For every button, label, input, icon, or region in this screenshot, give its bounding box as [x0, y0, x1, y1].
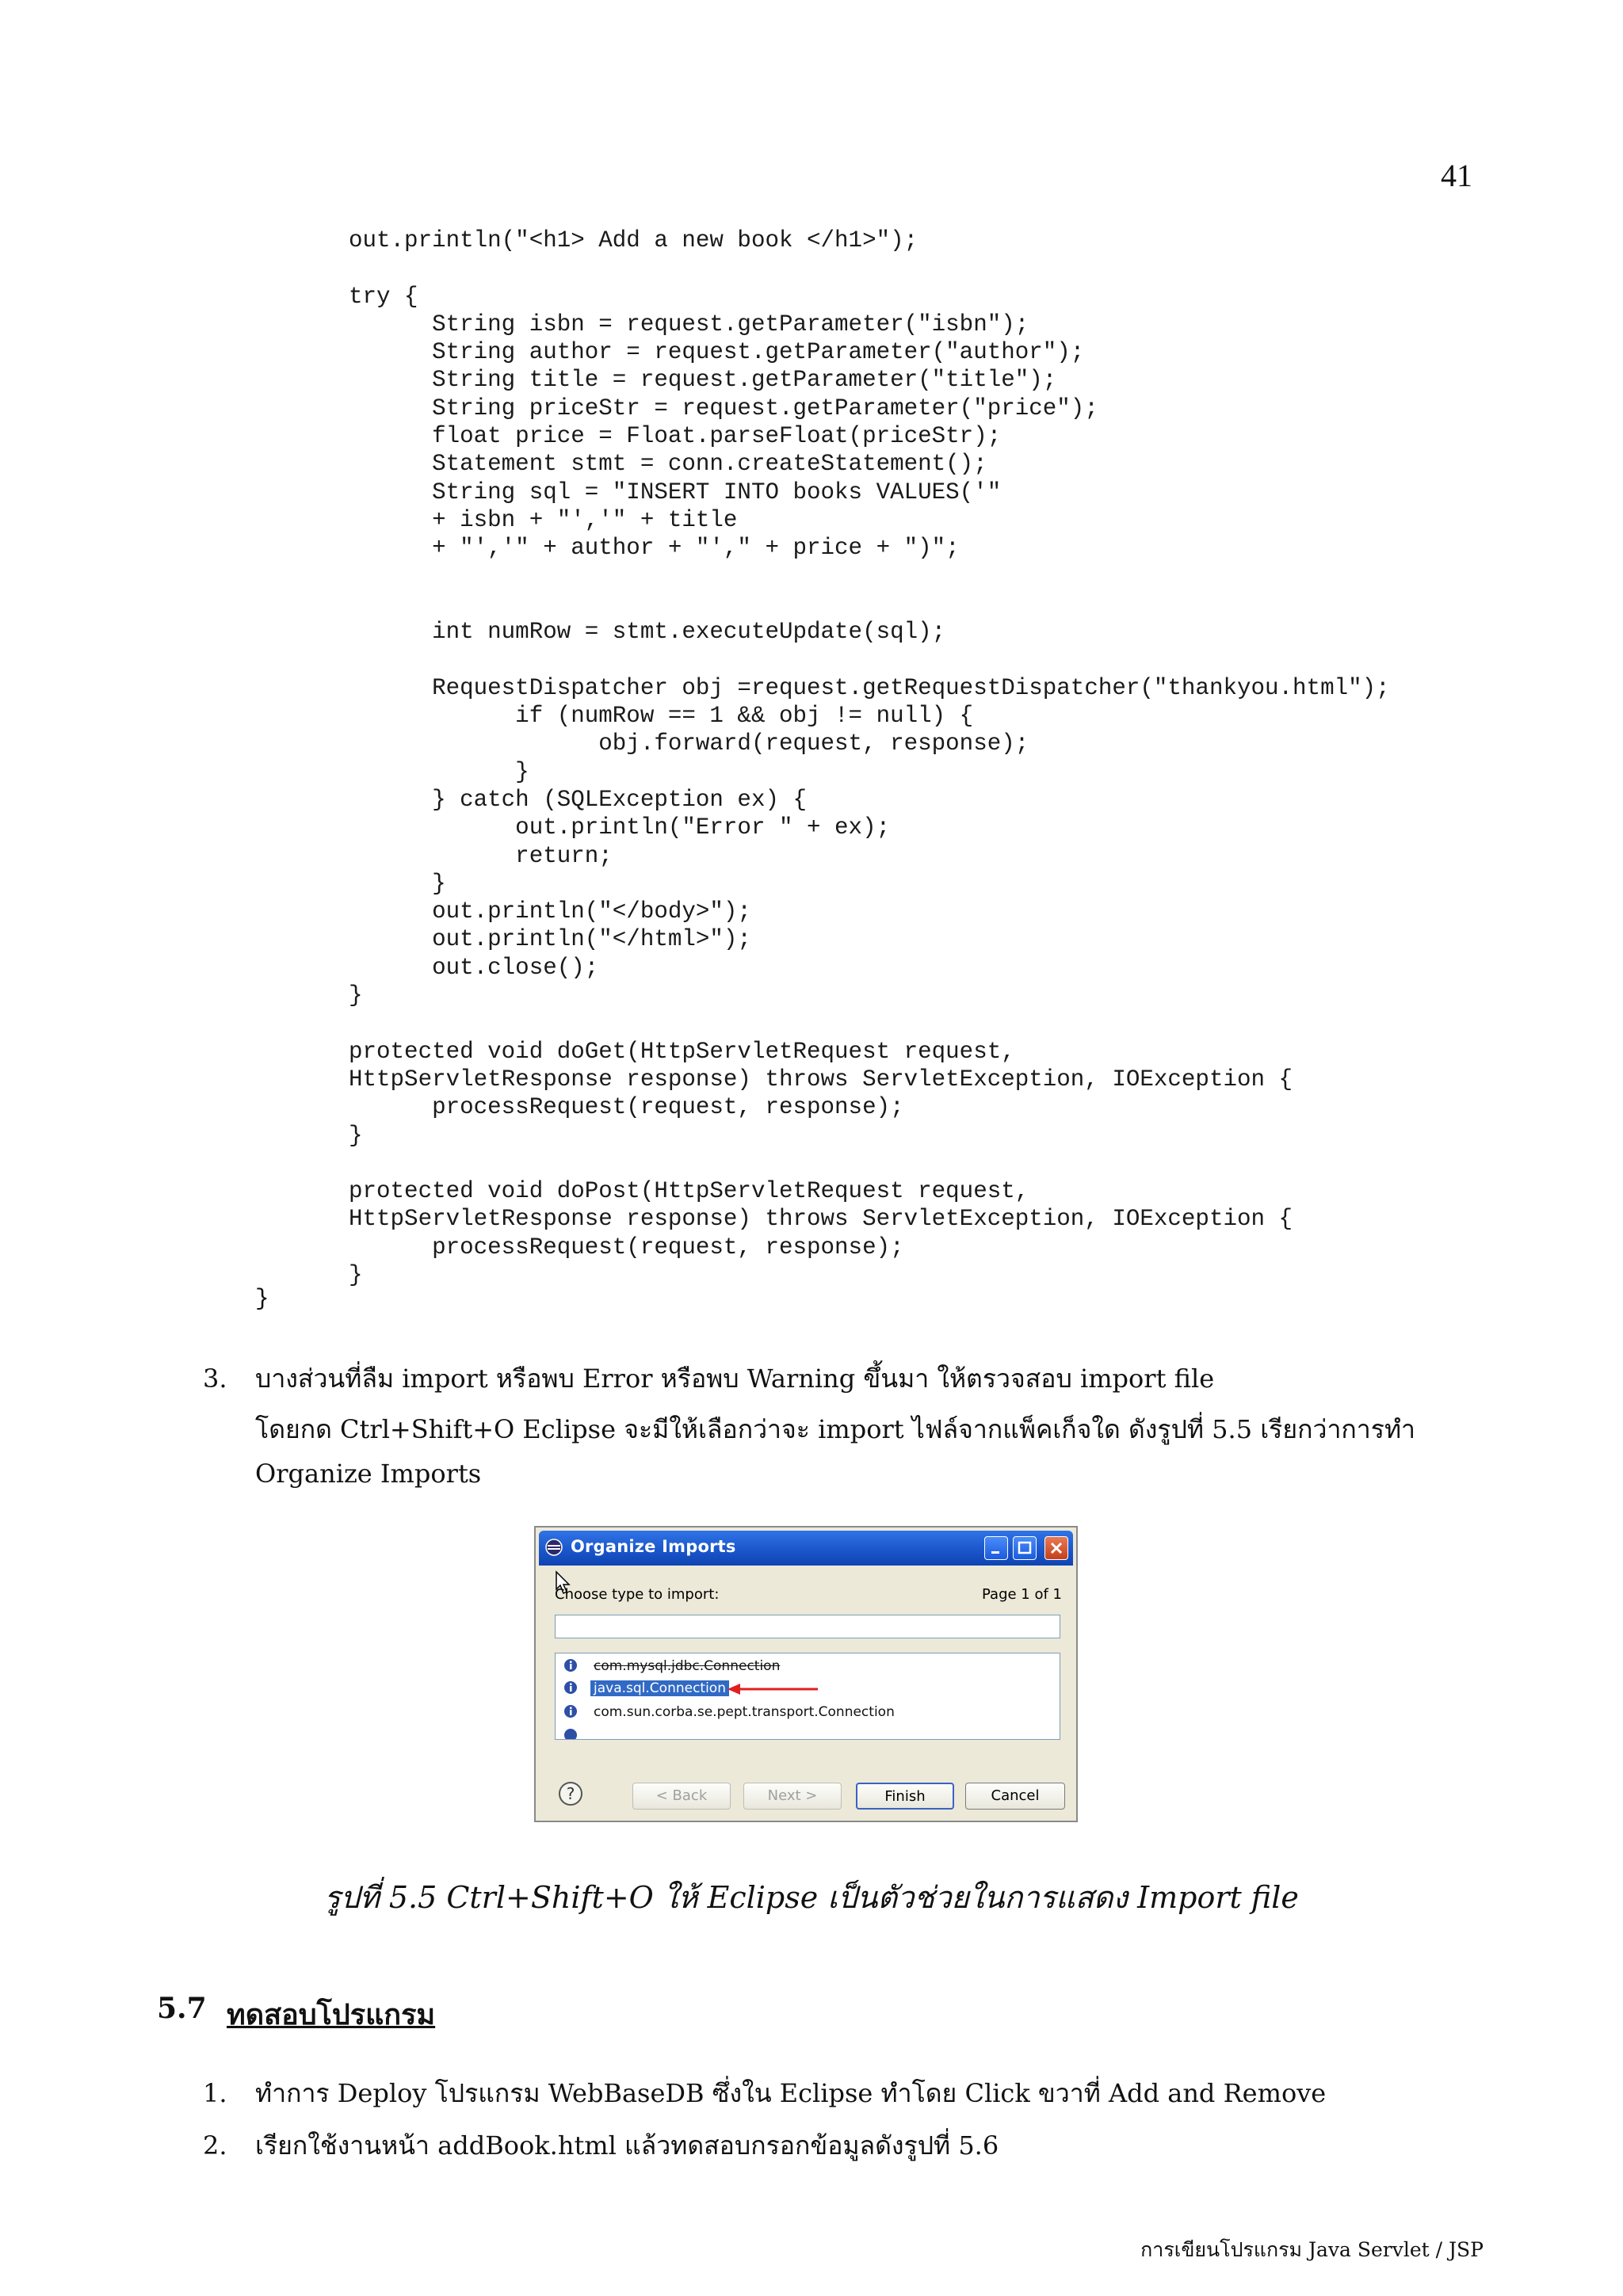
- close-button[interactable]: [1044, 1536, 1068, 1560]
- minimize-icon: [985, 1537, 1007, 1559]
- info-icon: [563, 1658, 578, 1672]
- step-3-line-3: Organize Imports: [255, 1459, 482, 1489]
- list-item[interactable]: [556, 1701, 1060, 1723]
- organize-imports-dialog: [534, 1526, 1078, 1822]
- close-icon: [1045, 1537, 1067, 1559]
- eclipse-icon: [545, 1539, 563, 1556]
- maximize-icon: [1014, 1537, 1036, 1559]
- list-item-partial: [556, 1725, 1060, 1740]
- info-icon: [563, 1704, 578, 1718]
- finish-button[interactable]: Finish: [856, 1783, 954, 1810]
- next-button[interactable]: Next >: [743, 1783, 842, 1810]
- minimize-button[interactable]: [984, 1536, 1008, 1560]
- red-arrow-annotation: [726, 1681, 821, 1697]
- step-2-number: 2.: [203, 2130, 227, 2161]
- page-number: 41: [1441, 158, 1472, 193]
- step-1-number: 1.: [203, 2078, 227, 2108]
- svg-text:?: ?: [566, 1784, 575, 1803]
- code-closing-brace: }: [255, 1286, 269, 1312]
- help-icon[interactable]: [558, 1781, 583, 1806]
- list-item-label: java.sql.Connection: [590, 1680, 729, 1696]
- step-3-line-1: บางส่วนที่ลืม import หรือพบ Error หรือพบ Warning ขึ้นมา ให้ตรวจสอบ import file: [255, 1363, 1215, 1394]
- list-item-label: com.sun.corba.se.pept.transport.Connection: [594, 1704, 895, 1720]
- list-item-label: com.mysql.jdbc.Connection: [594, 1658, 781, 1674]
- page-footer: การเขียนโปรแกรม Java Servlet / JSP: [1140, 2238, 1484, 2261]
- page-indicator: Page 1 of 1: [982, 1586, 1062, 1603]
- choose-type-label: Choose type to import:: [555, 1586, 720, 1603]
- step-3-line-2: โดยกด Ctrl+Shift+O Eclipse จะมีให้เลือกว่าจะ import ไฟล์จากแพ็คเก็จใด ดังรูปที่ 5.5 เรียกว่าการทำ: [255, 1414, 1416, 1444]
- section-title: ทดสอบโปรแกรม: [227, 1998, 436, 2031]
- info-icon: [563, 1680, 578, 1695]
- section-number: 5.7: [157, 1992, 207, 2025]
- cancel-button[interactable]: Cancel: [965, 1783, 1065, 1810]
- info-icon: [563, 1728, 578, 1740]
- step-2-text: เรียกใช้งานหน้า addBook.html แล้วทดสอบกรอกข้อมูลดังรูปที่ 5.6: [255, 2130, 999, 2161]
- list-item[interactable]: [556, 1655, 1060, 1677]
- dialog-title: Organize Imports: [571, 1537, 736, 1556]
- figure-caption: รูปที่ 5.5 Ctrl+Shift+O ให้ Eclipse เป็นตัวช่วยในการแสดง Import file: [324, 1880, 1299, 1915]
- step-3-number: 3.: [203, 1363, 227, 1394]
- step-1-text: ทำการ Deploy โปรแกรม WebBaseDB ซึ่งใน Eclipse ทำโดย Click ขวาที่ Add and Remove: [255, 2078, 1327, 2108]
- type-search-input[interactable]: [555, 1615, 1060, 1638]
- maximize-button[interactable]: [1013, 1536, 1037, 1560]
- dialog-titlebar: [539, 1531, 1073, 1566]
- back-button[interactable]: < Back: [632, 1783, 731, 1810]
- code-listing: out.println("<h1> Add a new book </h1>"); try { String isbn = request.getParameter("isbn"); String author = request.getParameter("author"); String title = request.getParameter("title"); String priceStr = request.getParameter("price"); float price = Float.parseFloat(priceStr); Statement stmt = conn.createStatement(); String sql = "INSERT INTO books VALUES('" + isbn + "','" + title + "','" + author + "'," + price + ")"; int numRow = stmt.executeUpdate(sql); RequestDispatcher obj =request.getRequestDispatcher("thankyou.html"); if (numRow == 1 && obj != null) { obj.forward(request, response); } } catch (SQLException ex) { out.println("Error " + ex); return; } out.println("</body>"); out.println("</html>"); out.close(); } protected void doGet(HttpServletRequest request, HttpServletResponse response) throws ServletException, IOException { processRequest(request, response); } protected void doPost(HttpServletRequest request, HttpServletResponse response) throws ServletException, IOException { processRequest(request, response); }: [349, 227, 1390, 1288]
